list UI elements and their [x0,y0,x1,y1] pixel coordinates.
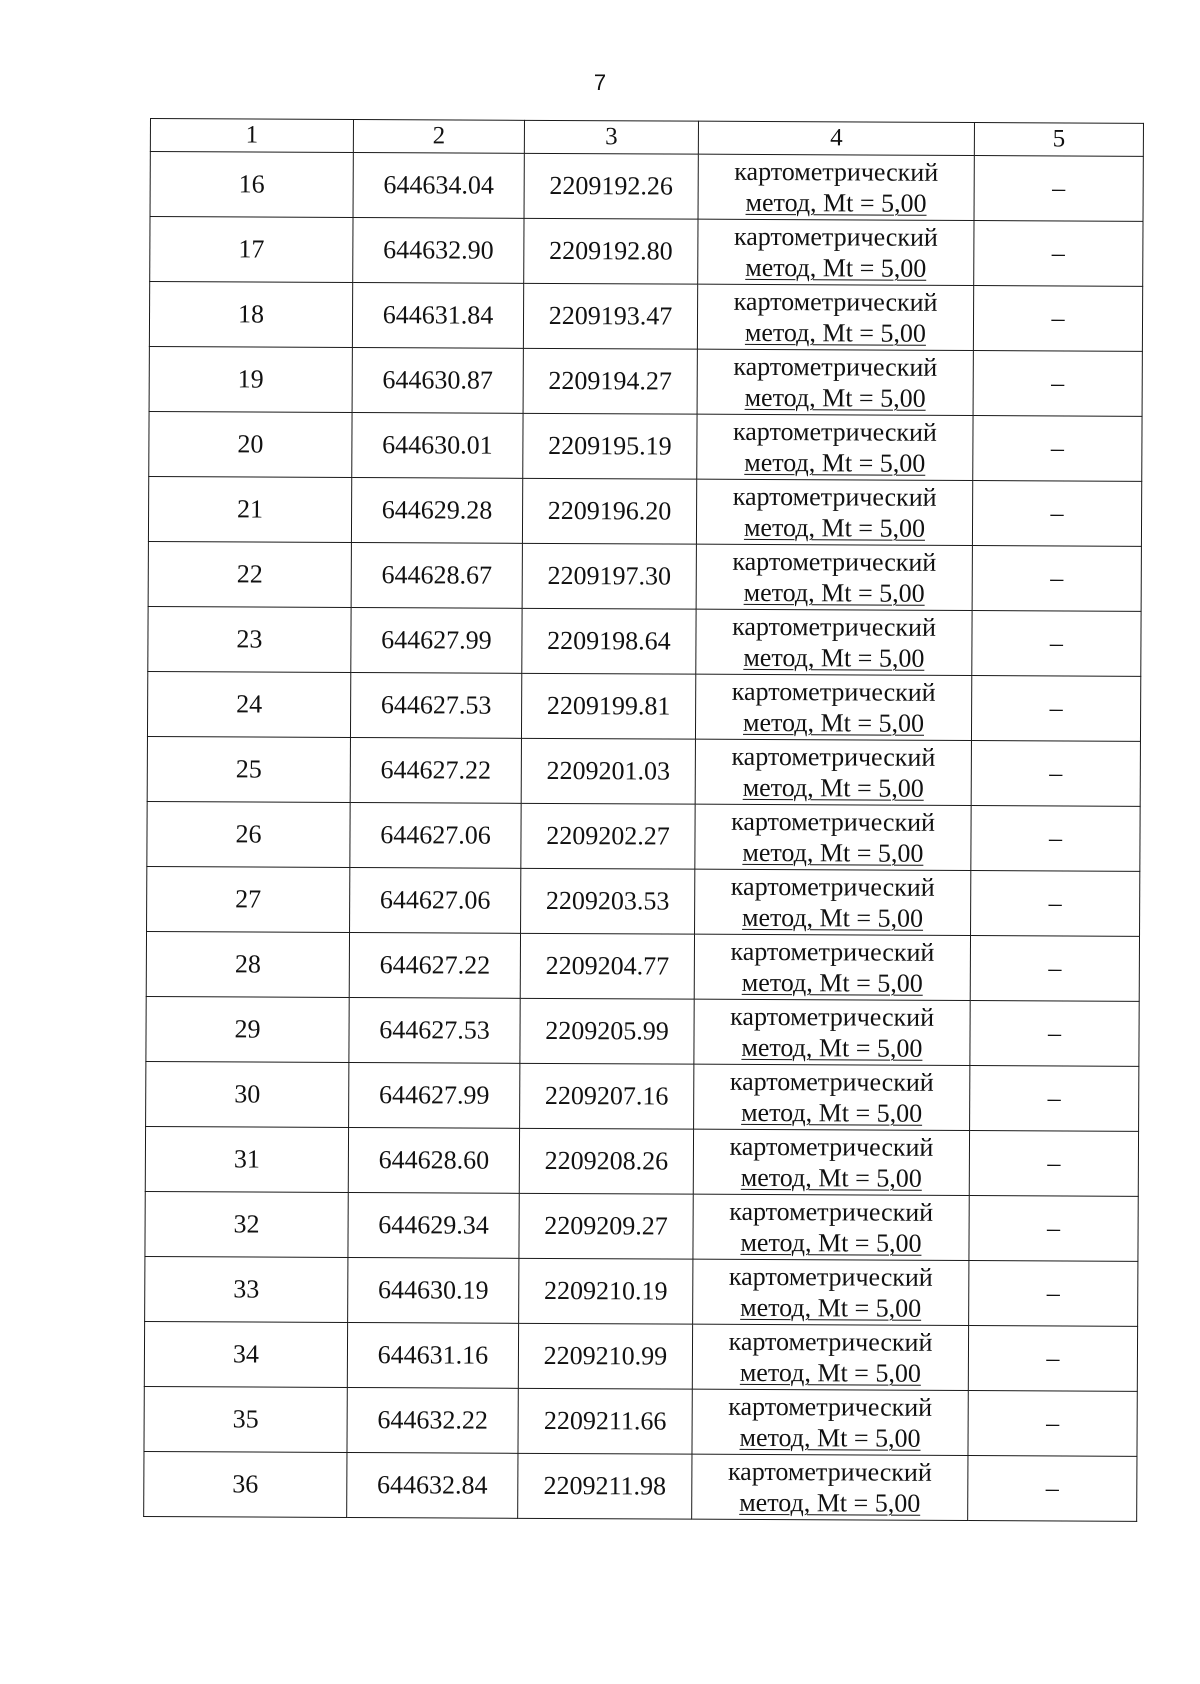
y-coordinate-cell: 2209199.81 [521,673,695,739]
y-coordinate-cell: 2209202.27 [521,803,695,869]
method-line-2: метод, Mt = 5,00 [740,1162,922,1193]
point-number-cell: 25 [147,736,350,802]
table-row [145,1126,1138,1196]
method-cell [692,1389,968,1455]
description-cell: – [969,1131,1138,1197]
method-line-1: картометрический [727,1456,932,1487]
method-cell [697,349,973,415]
y-coordinate-cell: 2209192.26 [524,153,698,219]
method-line-1: картометрический [730,871,935,902]
point-number-cell: 19 [149,346,352,412]
method-cell [692,1324,968,1390]
method-line-1: картометрический [731,741,936,772]
x-coordinate-cell: 644632.84 [347,1452,518,1518]
table-row [147,866,1140,936]
point-number-cell: 26 [147,801,350,867]
method-line-1: картометрический [728,1391,933,1422]
method-line-1: картометрический [733,351,938,382]
method-line-2: метод, Mt = 5,00 [744,317,927,348]
method-cell [693,1129,969,1195]
method-line-2: метод, Mt = 5,00 [744,382,926,413]
point-number-cell: 32 [145,1191,348,1257]
method-cell [694,934,970,1000]
x-coordinate-cell: 644627.22 [350,737,521,803]
header-col-5: 5 [974,123,1143,157]
table-row [145,1256,1138,1326]
table-row [144,1386,1137,1456]
header-row [150,119,1143,157]
point-number-cell: 30 [146,1061,349,1127]
method-line-1: картометрический [729,1131,934,1162]
coordinates-table [143,118,1144,1522]
x-coordinate-cell: 644627.22 [349,932,520,998]
method-cell [694,1064,970,1130]
method-line-1: картометрический [733,286,938,317]
method-line-2: метод, Mt = 5,00 [741,1097,923,1128]
y-coordinate-cell: 2209196.20 [522,478,696,544]
x-coordinate-cell: 644627.99 [351,607,522,673]
table-row [147,736,1140,806]
method-line-1: картометрический [732,611,936,642]
method-cell [696,479,972,545]
description-cell: – [971,741,1140,807]
x-coordinate-cell: 644631.84 [352,282,523,348]
y-coordinate-cell: 2209208.26 [519,1128,693,1194]
method-line-1: картометрический [732,416,937,447]
x-coordinate-cell: 644627.06 [350,867,521,933]
method-line-1: картометрический [731,676,936,707]
method-line-1: картометрический [733,221,938,252]
point-number-cell: 34 [144,1321,347,1387]
point-number-cell: 31 [145,1126,348,1192]
point-number-cell: 29 [146,996,349,1062]
table-row [144,1321,1137,1391]
y-coordinate-cell: 2209210.19 [519,1258,693,1324]
description-cell: – [971,871,1140,937]
method-cell [695,804,971,870]
y-coordinate-cell: 2209211.66 [518,1388,692,1454]
description-cell: – [972,611,1141,677]
y-coordinate-cell: 2209192.80 [524,218,698,284]
method-line-1: картометрический [728,1326,933,1357]
table-row [147,801,1140,871]
y-coordinate-cell: 2209197.30 [522,543,696,609]
method-cell [698,154,974,220]
header-col-4: 4 [698,121,974,155]
y-coordinate-cell: 2209205.99 [520,998,694,1064]
x-coordinate-cell: 644628.67 [351,542,522,608]
table-header [150,119,1143,157]
table-row [149,282,1142,352]
table-row [148,476,1141,546]
method-line-2: метод, Mt = 5,00 [740,1292,922,1323]
y-coordinate-cell: 2209209.27 [519,1193,693,1259]
description-cell: – [972,481,1141,547]
method-line-2: метод, Mt = 5,00 [743,577,925,608]
x-coordinate-cell: 644627.53 [350,672,521,738]
table-row [146,931,1139,1001]
method-line-2: метод, Mt = 5,00 [744,447,926,478]
method-line-2: метод, Mt = 5,00 [743,512,926,543]
y-coordinate-cell: 2209201.03 [521,738,695,804]
x-coordinate-cell: 644634.04 [353,152,524,218]
table-row [146,996,1139,1066]
point-number-cell: 18 [149,282,352,348]
table-row [148,606,1141,676]
description-cell: – [972,546,1141,612]
x-coordinate-cell: 644632.22 [347,1387,518,1453]
x-coordinate-cell: 644628.60 [348,1127,519,1193]
method-cell [696,544,972,610]
method-cell [692,1454,968,1520]
method-line-1: картометрический [730,1001,935,1032]
point-number-cell: 20 [149,411,352,477]
description-cell: – [973,286,1142,352]
point-number-cell: 22 [148,541,351,607]
description-cell: – [968,1391,1137,1457]
method-line-2: метод, Mt = 5,00 [745,252,927,283]
method-cell [695,739,971,805]
description-cell: – [970,936,1139,1002]
table-row [148,541,1141,611]
description-cell: – [968,1456,1137,1522]
description-cell: – [970,1001,1139,1067]
y-coordinate-cell: 2209203.53 [521,868,695,934]
header-col-2: 2 [353,119,524,153]
description-cell: – [969,1196,1138,1262]
y-coordinate-cell: 2209204.77 [520,933,694,999]
method-cell [698,219,974,285]
point-number-cell: 28 [146,931,349,997]
x-coordinate-cell: 644631.16 [347,1322,518,1388]
y-coordinate-cell: 2209198.64 [522,608,696,674]
y-coordinate-cell: 2209211.98 [518,1453,692,1519]
method-line-1: картометрический [734,156,939,187]
point-number-cell: 16 [150,152,353,218]
page-number: 7 [593,70,607,95]
method-line-1: картометрический [728,1261,933,1292]
description-cell: – [970,1066,1139,1132]
method-line-2: метод, Mt = 5,00 [742,902,924,933]
table-row [146,1061,1139,1131]
method-line-2: метод, Mt = 5,00 [739,1357,921,1388]
x-coordinate-cell: 644627.53 [349,997,520,1063]
x-coordinate-cell: 644632.90 [353,217,524,283]
x-coordinate-cell: 644627.99 [349,1062,520,1128]
method-line-2: метод, Mt = 5,00 [741,1032,923,1063]
method-cell [693,1259,969,1325]
description-cell: – [974,156,1143,222]
y-coordinate-cell: 2209207.16 [520,1063,694,1129]
point-number-cell: 23 [148,606,351,672]
y-coordinate-cell: 2209194.27 [523,348,697,414]
method-line-2: метод, Mt = 5,00 [742,707,925,738]
method-cell [697,414,973,480]
method-line-2: метод, Mt = 5,00 [741,967,923,998]
method-cell [696,609,972,675]
x-coordinate-cell: 644629.34 [348,1192,519,1258]
x-coordinate-cell: 644629.28 [351,477,522,543]
header-col-1: 1 [150,119,353,153]
method-line-2: метод, Mt = 5,00 [739,1487,921,1518]
method-line-1: картометрический [732,481,937,512]
method-line-1: картометрический [732,546,937,577]
point-number-cell: 21 [148,476,351,542]
table-body [144,152,1144,1522]
x-coordinate-cell: 644627.06 [350,802,521,868]
table-row [149,346,1142,416]
description-cell: – [968,1326,1137,1392]
method-line-1: картометрический [729,1066,934,1097]
method-line-2: метод, Mt = 5,00 [745,187,927,218]
table-row [150,152,1143,222]
point-number-cell: 33 [145,1256,348,1322]
description-cell: – [974,221,1143,287]
method-line-2: метод, Mt = 5,00 [742,772,924,803]
header-col-3: 3 [524,120,698,154]
x-coordinate-cell: 644630.87 [352,347,523,413]
table-row [150,217,1143,287]
method-cell [695,674,971,740]
point-number-cell: 17 [150,217,353,283]
method-line-2: метод, Mt = 5,00 [740,1227,922,1258]
method-line-1: картометрический [731,806,936,837]
table-row [147,671,1140,741]
method-line-2: метод, Mt = 5,00 [743,642,925,673]
x-coordinate-cell: 644630.19 [348,1257,519,1323]
method-line-2: метод, Mt = 5,00 [742,837,924,868]
table-row [144,1451,1137,1521]
description-cell: – [971,806,1140,872]
table-row [149,411,1142,481]
point-number-cell: 27 [147,866,350,932]
y-coordinate-cell: 2209195.19 [523,413,697,479]
method-cell [697,284,973,350]
method-cell [694,999,970,1065]
method-cell [693,1194,969,1260]
description-cell: – [971,676,1140,742]
point-number-cell: 36 [144,1451,347,1517]
method-line-1: картометрический [729,1196,934,1227]
method-line-2: метод, Mt = 5,00 [739,1422,921,1453]
description-cell: – [969,1261,1138,1327]
method-cell [695,869,971,935]
description-cell: – [973,351,1142,417]
point-number-cell: 24 [147,671,350,737]
y-coordinate-cell: 2209193.47 [523,283,697,349]
table-row [145,1191,1138,1261]
description-cell: – [973,416,1142,482]
point-number-cell: 35 [144,1386,347,1452]
method-line-1: картометрический [730,936,935,967]
y-coordinate-cell: 2209210.99 [518,1323,692,1389]
x-coordinate-cell: 644630.01 [352,412,523,478]
